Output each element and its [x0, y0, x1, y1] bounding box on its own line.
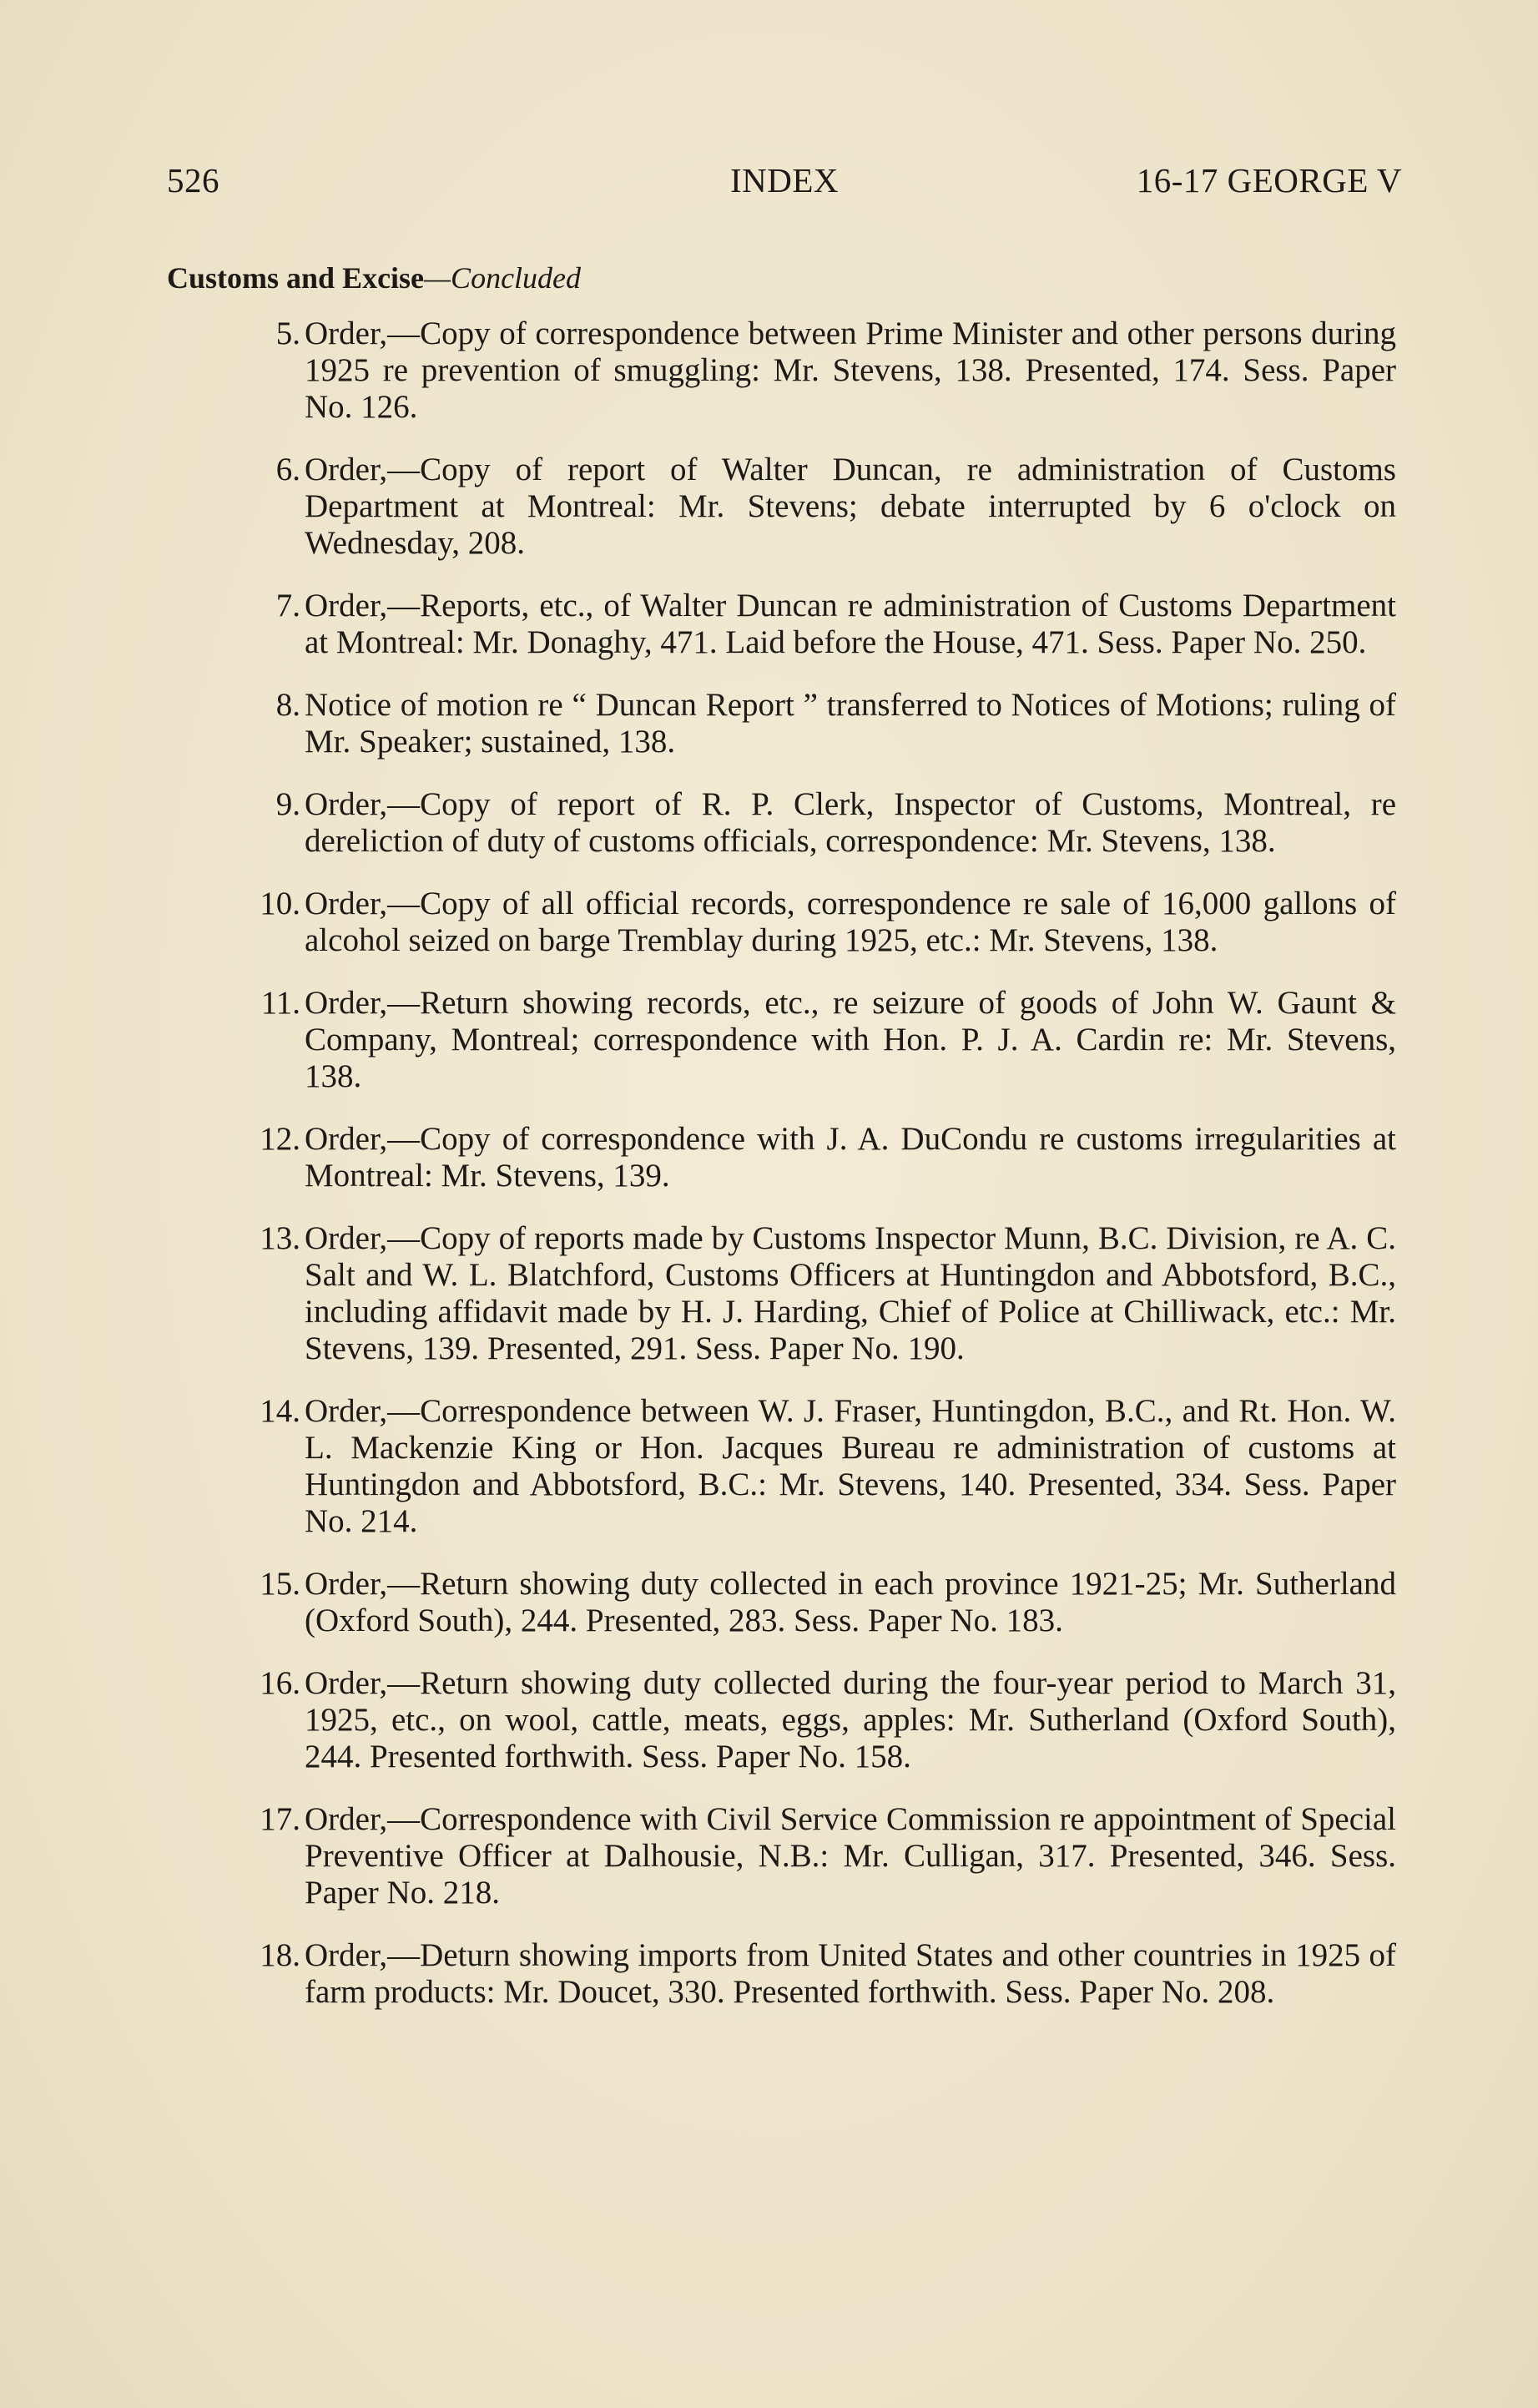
entry-number: 11. — [260, 985, 300, 1021]
entry-number: 16. — [260, 1665, 300, 1701]
entry-text: Order,—Return showing duty collected in each province 1921-25; Mr. Sutherland (Oxford South), 244. Presented, 283. Sess. Paper No. 183. — [305, 1566, 1396, 1638]
entry-text: Order,—Copy of reports made by Customs Inspector Munn, B.C. Division, re A. C. Salt and W. L. Blatchford, Customs Officers at Huntingdon and Abbotsford, B.C., including affidavit made by H. J. Harding, Chief of Police at Chilliwack, etc.: Mr. Stevens, 139. Presented, 291. Sess. Paper No. 190. — [305, 1220, 1396, 1366]
index-entry — [275, 687, 1396, 760]
index-entry — [260, 1121, 1396, 1194]
index-entry — [260, 1393, 1396, 1540]
section-title-suffix: —Concluded — [424, 261, 582, 295]
section-heading — [167, 260, 581, 295]
entry-text: Order,—Copy of report of R. P. Clerk, Inspector of Customs, Montreal, re dereliction of duty of customs officials, correspondence: Mr. Stevens, 138. — [305, 786, 1396, 859]
volume-label: 16-17 GEORGE V — [1136, 161, 1402, 199]
index-entry — [260, 886, 1396, 959]
entry-list — [0, 316, 1538, 2037]
entry-number: 10. — [260, 886, 300, 921]
entry-number: 12. — [260, 1121, 300, 1157]
entry-text: Order,—Reports, etc., of Walter Duncan re administration of Customs Department at Montreal: Mr. Donaghy, 471. Laid before the House, 471. Sess. Paper No. 250. — [305, 588, 1396, 660]
entry-number: 13. — [260, 1220, 300, 1256]
index-entry — [260, 1220, 1396, 1367]
section-title: Customs and Excise — [167, 261, 425, 295]
entry-number: 9. — [275, 786, 300, 822]
index-entry — [260, 1566, 1396, 1639]
index-entry — [275, 452, 1396, 562]
entry-number: 7. — [275, 588, 300, 623]
entry-number: 18. — [260, 1937, 300, 1973]
entry-text: Order,—Deturn showing imports from United States and other countries in 1925 of farm products: Mr. Doucet, 330. Presented forthwith. Sess. Paper No. 208. — [305, 1937, 1396, 2010]
running-title: INDEX — [729, 161, 840, 199]
running-head — [167, 160, 1402, 202]
index-entry — [275, 786, 1396, 860]
index-entry — [260, 1801, 1396, 1911]
entry-text: Order,—Copy of all official records, correspondence re sale of 16,000 gallons of alcohol seized on barge Tremblay during 1925, etc.: Mr. Stevens, 138. — [305, 886, 1396, 958]
entry-text: Order,—Return showing duty collected during the four-year period to March 31, 1925, etc., on wool, cattle, meats, eggs, apples: Mr. Sutherland (Oxford South), 244. Presented forthwith. Sess. Paper No. 158. — [305, 1665, 1396, 1774]
entry-number: 6. — [275, 452, 300, 487]
page-number: 526 — [167, 161, 219, 199]
entry-number: 15. — [260, 1566, 300, 1602]
index-entry — [260, 1665, 1396, 1775]
entry-number: 5. — [275, 316, 300, 351]
entry-text: Order,—Copy of report of Walter Duncan, re administration of Customs Department at Montreal: Mr. Stevens; debate interrupted by 6 o'clock on Wednesday, 208. — [305, 452, 1396, 561]
index-entry — [260, 985, 1396, 1095]
entry-text: Order,—Correspondence between W. J. Fraser, Huntingdon, B.C., and Rt. Hon. W. L. Mackenzie King or Hon. Jacques Bureau re administration of customs at Huntingdon and Abbotsford, B.C.: Mr. Stevens, 140. Presented, 334. Sess. Paper No. 214. — [305, 1393, 1396, 1539]
entry-text: Notice of motion re “ Duncan Report ” transferred to Notices of Motions; ruling of Mr. Speaker; sustained, 138. — [305, 687, 1396, 760]
entry-text: Order,—Return showing records, etc., re seizure of goods of John W. Gaunt & Company, Montreal; correspondence with Hon. P. J. A. Cardin re: Mr. Stevens, 138. — [305, 985, 1396, 1094]
entry-text: Order,—Copy of correspondence with J. A. DuCondu re customs irregularities at Montreal: Mr. Stevens, 139. — [305, 1121, 1396, 1194]
entry-number: 17. — [260, 1801, 300, 1837]
index-entry — [260, 1937, 1396, 2011]
index-entry — [275, 316, 1396, 426]
entry-text: Order,—Copy of correspondence between Prime Minister and other persons during 1925 re prevention of smuggling: Mr. Stevens, 138. Presented, 174. Sess. Paper No. 126. — [305, 316, 1396, 425]
entry-text: Order,—Correspondence with Civil Service Commission re appointment of Special Preventive Officer at Dalhousie, N.B.: Mr. Culligan, 317. Presented, 346. Sess. Paper No. 218. — [305, 1801, 1396, 1911]
entry-number: 8. — [275, 687, 300, 723]
index-entry — [275, 588, 1396, 661]
entry-number: 14. — [260, 1393, 300, 1429]
